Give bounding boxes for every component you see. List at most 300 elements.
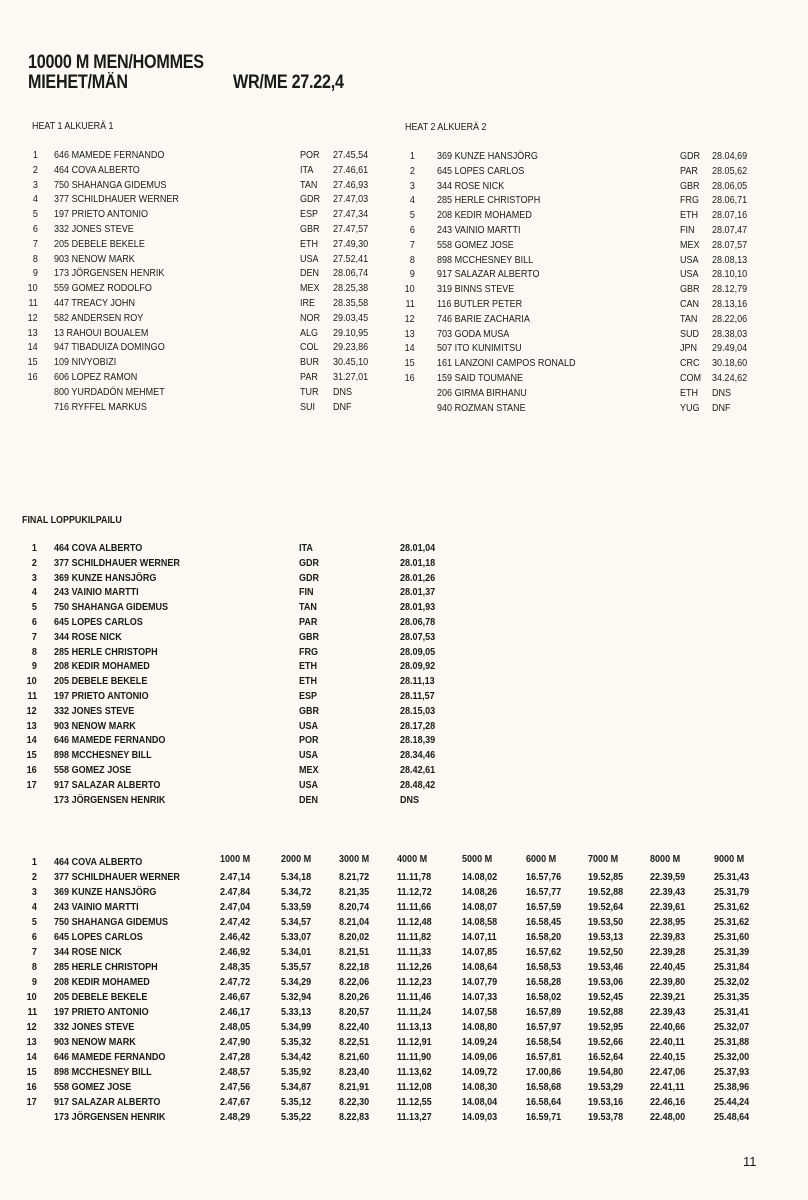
split-time: 25.31,43	[714, 871, 750, 883]
athlete-name: 205 DEBELE BEKELE	[54, 991, 148, 1003]
place-number: 7	[409, 238, 415, 251]
split-time: 14.09,72	[462, 1066, 498, 1078]
athlete-name: 703 GODA MUSA	[437, 327, 510, 340]
athlete-name: 109 NIVYOBIZI	[54, 356, 117, 369]
place-number: 13	[26, 719, 37, 732]
split-time: 16.52,64	[588, 1051, 624, 1063]
place-number: 5	[409, 209, 415, 222]
result-time: 28.07,16	[712, 209, 748, 222]
athlete-name: 746 BARIE ZACHARIA	[437, 312, 530, 325]
nation-code: GDR	[299, 571, 320, 584]
place-number: 9	[409, 268, 415, 281]
athlete-name: 285 HERLE CHRISTOPH	[54, 645, 158, 658]
athlete-name: 332 JONES STEVE	[54, 704, 135, 717]
split-time: 5.34,18	[281, 871, 312, 883]
table-row	[0, 600, 808, 615]
athlete-name: 197 PRIETO ANTONIO	[54, 690, 149, 702]
split-time: 19.53,13	[588, 931, 624, 943]
split-time: 11.12,08	[397, 1081, 432, 1093]
split-time: 8.21,35	[339, 886, 370, 898]
splits-row	[0, 900, 808, 915]
result-time: 28.11,57	[400, 690, 435, 702]
split-time: 11.11,90	[397, 1051, 432, 1063]
nation-code: USA	[300, 252, 319, 265]
athlete-name: 377 SCHILDHAUER WERNER	[54, 193, 179, 206]
place-number: 8	[409, 253, 415, 266]
split-time: 22.48,00	[650, 1111, 686, 1123]
result-time: 28.05,62	[712, 164, 748, 177]
place-number: 13	[404, 327, 415, 340]
result-time: 28.06,71	[712, 194, 748, 207]
table-row	[0, 164, 808, 179]
split-time: 22.39,61	[650, 901, 686, 913]
nation-code: GBR	[300, 223, 320, 235]
place-number: 17	[26, 1096, 37, 1108]
split-time: 11.12,91	[397, 1036, 432, 1048]
split-time: 16.59,71	[526, 1111, 562, 1123]
place-number: 8	[31, 961, 37, 973]
place-number: 2	[409, 164, 415, 177]
athlete-name: 206 GIRMA BIRHANU	[437, 386, 527, 399]
nation-code: USA	[680, 253, 699, 266]
split-time: 5.34,87	[281, 1081, 312, 1093]
split-column-header: 9000 M	[714, 853, 745, 865]
nation-code: GBR	[299, 704, 320, 717]
place-number: 15	[404, 357, 415, 370]
nation-code: USA	[680, 268, 699, 281]
split-time: 25.32,00	[714, 1051, 750, 1063]
athlete-name: 369 KUNZE HANSJÖRG	[437, 150, 538, 162]
place-number: 1	[409, 150, 415, 162]
table-row	[0, 630, 808, 645]
nation-code: TAN	[300, 178, 318, 191]
split-time: 2.47,28	[220, 1051, 251, 1063]
split-time: 16.57,76	[526, 871, 562, 883]
table-row	[0, 763, 808, 778]
split-time: 8.22,18	[339, 961, 370, 973]
athlete-name: 606 LOPEZ RAMON	[54, 371, 138, 383]
place-number: 10	[26, 991, 37, 1003]
split-time: 19.53,06	[588, 976, 624, 988]
result-time: 28.09,92	[400, 660, 436, 673]
athlete-name: 940 ROZMAN STANE	[437, 401, 526, 414]
splits-row	[0, 960, 808, 975]
split-time: 14.08,04	[462, 1096, 498, 1108]
athlete-name: 344 ROSE NICK	[54, 630, 122, 643]
split-time: 8.20,26	[339, 991, 370, 1003]
place-number: 9	[31, 976, 37, 988]
table-row	[0, 401, 808, 416]
split-time: 19.53,46	[588, 961, 624, 973]
split-time: 5.34,42	[281, 1051, 312, 1063]
split-time: 14.07,58	[462, 1006, 498, 1018]
split-time: 2.46,67	[220, 991, 251, 1003]
split-time: 14.07,79	[462, 976, 498, 988]
place-number: 7	[32, 237, 38, 250]
nation-code: ITA	[299, 542, 313, 554]
athlete-name: 750 SHAHANGA GIDEMUS	[54, 916, 169, 928]
place-number: 16	[27, 371, 38, 383]
table-row	[0, 179, 808, 194]
splits-row	[0, 1035, 808, 1050]
athlete-name: 161 LANZONI CAMPOS RONALD	[437, 357, 576, 370]
athlete-name: 464 COVA ALBERTO	[54, 542, 143, 554]
splits-row	[0, 1065, 808, 1080]
place-number: 4	[32, 193, 38, 206]
place-number: 4	[31, 901, 37, 913]
split-time: 19.52,95	[588, 1021, 624, 1033]
split-time: 11.11,78	[397, 871, 432, 883]
athlete-name: 243 VAINIO MARTTI	[54, 586, 139, 599]
split-time: 8.23,40	[339, 1066, 370, 1078]
split-time: 19.52,45	[588, 991, 624, 1003]
athlete-name: 645 LOPES CARLOS	[54, 931, 143, 943]
split-time: 16.58,45	[526, 916, 562, 928]
split-time: 2.48,57	[220, 1066, 251, 1078]
result-time: 27.52,41	[333, 252, 369, 265]
nation-code: BUR	[300, 356, 320, 369]
split-time: 25.38,96	[714, 1081, 750, 1093]
result-time: 28.07,53	[400, 630, 436, 643]
result-time: 28.08,13	[712, 253, 748, 266]
place-number: 7	[31, 946, 37, 958]
result-time: 28.25,38	[333, 282, 369, 295]
split-time: 19.53,78	[588, 1111, 624, 1123]
place-number: 2	[31, 556, 37, 569]
split-time: 8.21,72	[339, 871, 370, 883]
nation-code: POR	[299, 734, 319, 747]
table-row	[0, 267, 808, 282]
nation-code: JPN	[680, 342, 698, 355]
nation-code: ETH	[300, 237, 319, 250]
split-time: 14.08,30	[462, 1081, 498, 1093]
place-number: 10	[404, 283, 415, 296]
place-number: 11	[27, 690, 37, 702]
result-time: 28.09,05	[400, 645, 436, 658]
result-time: DNS	[400, 793, 420, 806]
split-time: 8.22,30	[339, 1096, 370, 1108]
result-time: DNS	[712, 386, 732, 399]
result-time: 29.03,45	[333, 311, 369, 324]
split-time: 5.34,99	[281, 1021, 312, 1033]
place-number: 9	[32, 267, 38, 280]
split-time: 5.34,57	[281, 916, 312, 928]
split-time: 8.22,83	[339, 1111, 370, 1123]
result-time: 28.22,06	[712, 312, 748, 325]
place-number: 6	[31, 931, 37, 943]
split-time: 22.47,06	[650, 1066, 686, 1078]
place-number: 16	[26, 1081, 37, 1093]
place-number: 9	[31, 660, 37, 673]
table-row	[0, 585, 808, 600]
athlete-name: 903 NENOW MARK	[54, 719, 136, 732]
athlete-name: 332 JONES STEVE	[54, 223, 134, 235]
split-time: 14.07,33	[462, 991, 498, 1003]
split-time: 19.52,64	[588, 901, 624, 913]
split-time: 25.31,84	[714, 961, 750, 973]
split-time: 14.08,64	[462, 961, 498, 973]
split-time: 22.40,66	[650, 1021, 686, 1033]
split-column-header: 7000 M	[588, 853, 619, 865]
table-row	[0, 748, 808, 763]
splits-row	[0, 1005, 808, 1020]
splits-row	[0, 1050, 808, 1065]
split-time: 16.57,77	[526, 886, 562, 898]
split-time: 16.57,59	[526, 901, 562, 913]
table-row	[0, 356, 808, 371]
splits-row	[0, 1110, 808, 1125]
split-time: 2.47,04	[220, 901, 251, 913]
result-time: 28.11,13	[400, 675, 435, 688]
athlete-name: 344 ROSE NICK	[54, 946, 122, 958]
nation-code: COM	[680, 372, 702, 384]
nation-code: PAR	[680, 164, 698, 177]
split-time: 5.35,32	[281, 1036, 312, 1048]
split-column-header: 1000 M	[220, 853, 251, 865]
split-time: 8.21,51	[339, 946, 370, 958]
table-row	[0, 615, 808, 630]
split-time: 22.40,45	[650, 961, 686, 973]
table-row	[0, 327, 808, 342]
split-time: 19.52,88	[588, 886, 624, 898]
nation-code: IRE	[300, 297, 316, 309]
athlete-name: 558 GOMEZ JOSE	[54, 764, 132, 776]
heat2-label: HEAT 2 ALKUERÄ 2	[405, 121, 487, 133]
place-number: 6	[409, 224, 415, 236]
athlete-name: 917 SALAZAR ALBERTO	[54, 1096, 161, 1108]
splits-row	[0, 1020, 808, 1035]
result-time: 28.13,16	[712, 298, 748, 310]
nation-code: COL	[300, 341, 319, 354]
result-time: 28.06,05	[712, 179, 748, 192]
split-column-header: 4000 M	[397, 853, 428, 865]
result-time: 31.27,01	[333, 371, 369, 383]
athlete-name: 173 JÖRGENSEN HENRIK	[54, 793, 166, 806]
athlete-name: 582 ANDERSEN ROY	[54, 311, 144, 324]
split-time: 8.22,06	[339, 976, 370, 988]
table-row	[0, 689, 808, 704]
result-time: 27.45,54	[333, 149, 369, 161]
nation-code: FRG	[680, 194, 700, 207]
result-time: 30.18,60	[712, 357, 748, 370]
place-number: 14	[27, 341, 38, 354]
split-time: 25.48,64	[714, 1111, 750, 1123]
place-number: 15	[26, 1066, 37, 1078]
place-number: 11	[405, 298, 415, 310]
athlete-name: 197 PRIETO ANTONIO	[54, 1006, 149, 1018]
splits-row	[0, 855, 808, 870]
nation-code: GDR	[680, 150, 701, 162]
split-time: 19.53,50	[588, 916, 624, 928]
nation-code: ETH	[680, 209, 699, 222]
place-number: 13	[26, 1036, 37, 1048]
split-time: 14.08,07	[462, 901, 498, 913]
split-time: 22.39,21	[650, 991, 686, 1003]
athlete-name: 917 SALAZAR ALBERTO	[437, 268, 540, 281]
split-time: 14.08,02	[462, 871, 498, 883]
place-number: 10	[26, 675, 37, 688]
nation-code: FRG	[299, 645, 319, 658]
nation-code: DEN	[299, 793, 319, 806]
athlete-name: 898 MCCHESNEY BILL	[54, 1066, 152, 1078]
table-row	[0, 386, 808, 401]
nation-code: FIN	[680, 224, 695, 236]
athlete-name: 645 LOPES CARLOS	[54, 616, 143, 628]
split-time: 16.57,62	[526, 946, 562, 958]
place-number: 6	[32, 223, 38, 235]
result-time: 28.07,47	[712, 224, 748, 236]
athlete-name: 447 TREACY JOHN	[54, 297, 135, 309]
split-time: 25.31,62	[714, 916, 750, 928]
split-time: 16.58,02	[526, 991, 562, 1003]
athlete-name: 645 LOPES CARLOS	[437, 164, 525, 177]
page-number: 11	[743, 1154, 757, 1169]
athlete-name: 319 BINNS STEVE	[437, 283, 515, 296]
result-time: 28.42,61	[400, 764, 436, 776]
table-row	[0, 733, 808, 748]
split-time: 2.47,56	[220, 1081, 251, 1093]
place-number: 10	[27, 282, 38, 295]
split-time: 22.40,11	[650, 1036, 685, 1048]
split-time: 14.07,11	[462, 931, 497, 943]
final-label: FINAL LOPPUKILPAILU	[22, 514, 122, 526]
nation-code: GDR	[300, 193, 321, 206]
result-time: 29.10,95	[333, 326, 369, 339]
result-time: 27.47,34	[333, 208, 369, 221]
split-time: 19.54,80	[588, 1066, 624, 1078]
split-time: 11.11,46	[397, 991, 432, 1003]
nation-code: MEX	[680, 238, 700, 251]
result-time: 34.24,62	[712, 372, 748, 384]
split-time: 8.22,40	[339, 1021, 370, 1033]
place-number: 15	[26, 749, 37, 762]
split-time: 5.32,94	[281, 991, 312, 1003]
result-time: DNF	[333, 400, 352, 413]
table-row	[0, 297, 808, 312]
result-time: 28.06,78	[400, 616, 436, 628]
split-time: 14.08,58	[462, 916, 498, 928]
splits-row	[0, 1095, 808, 1110]
place-number: 14	[404, 342, 415, 355]
split-time: 8.20,57	[339, 1006, 370, 1018]
split-time: 19.53,29	[588, 1081, 624, 1093]
place-number: 8	[31, 645, 37, 658]
place-number: 16	[26, 764, 37, 776]
table-row	[0, 793, 808, 808]
place-number: 16	[404, 372, 415, 384]
split-time: 22.39,80	[650, 976, 686, 988]
athlete-name: 332 JONES STEVE	[54, 1021, 135, 1033]
nation-code: SUD	[680, 327, 700, 340]
place-number: 5	[31, 601, 37, 614]
world-record: WR/ME 27.22,4	[233, 72, 344, 93]
split-time: 2.47,72	[220, 976, 251, 988]
split-column-header: 2000 M	[281, 853, 312, 865]
split-time: 11.11,33	[397, 946, 432, 958]
split-time: 19.52,85	[588, 871, 624, 883]
split-time: 5.33,13	[281, 1006, 312, 1018]
athlete-name: 750 SHAHANGA GIDEMUS	[54, 601, 169, 614]
split-time: 22.40,15	[650, 1051, 686, 1063]
table-row	[0, 341, 808, 356]
split-time: 22.39,43	[650, 886, 686, 898]
split-time: 16.58,28	[526, 976, 562, 988]
place-number: 7	[31, 630, 37, 643]
result-time: 28.07,57	[712, 238, 748, 251]
split-time: 22.39,43	[650, 1006, 686, 1018]
athlete-name: 898 MCCHESNEY BILL	[437, 253, 534, 266]
split-time: 2.47,90	[220, 1036, 251, 1048]
nation-code: PAR	[300, 371, 318, 383]
nation-code: PAR	[299, 616, 318, 628]
split-time: 8.21,60	[339, 1051, 370, 1063]
split-time: 11.12,23	[397, 976, 432, 988]
split-time: 25.31,88	[714, 1036, 750, 1048]
result-time: 29.49,04	[712, 342, 748, 355]
result-time: 28.48,42	[400, 778, 436, 791]
split-time: 22.39,28	[650, 946, 686, 958]
place-number: 2	[32, 163, 38, 176]
place-number: 1	[32, 149, 38, 161]
athlete-name: 369 KUNZE HANSJÖRG	[54, 571, 157, 584]
place-number: 14	[26, 1051, 37, 1063]
split-time: 2.48,35	[220, 961, 251, 973]
split-time: 11.11,82	[397, 931, 432, 943]
athlete-name: 173 JÖRGENSEN HENRIK	[54, 1111, 166, 1123]
split-time: 11.12,72	[397, 886, 432, 898]
split-time: 14.09,03	[462, 1111, 498, 1123]
split-time: 5.34,72	[281, 886, 312, 898]
table-row	[0, 253, 808, 268]
place-number: 12	[27, 311, 38, 324]
athlete-name: 646 MAMEDE FERNANDO	[54, 1051, 166, 1063]
split-time: 25.31,39	[714, 946, 750, 958]
event-subtitle: MIEHET/MÄN	[28, 72, 128, 93]
nation-code: YUG	[680, 401, 700, 414]
athlete-name: 197 PRIETO ANTONIO	[54, 208, 149, 221]
split-time: 25.31,41	[714, 1006, 750, 1018]
place-number: 3	[32, 178, 38, 191]
nation-code: MEX	[300, 282, 320, 295]
athlete-name: 173 JÖRGENSEN HENRIK	[54, 267, 165, 280]
athlete-name: 369 KUNZE HANSJÖRG	[54, 886, 157, 898]
split-time: 11.12,55	[397, 1096, 432, 1108]
table-row	[0, 223, 808, 238]
result-time: 27.46,61	[333, 163, 369, 176]
table-row	[0, 193, 808, 208]
split-time: 8.20,74	[339, 901, 370, 913]
athlete-name: 750 SHAHANGA GIDEMUS	[54, 178, 167, 191]
split-column-header: 6000 M	[526, 853, 557, 865]
table-row	[0, 659, 808, 674]
athlete-name: 464 COVA ALBERTO	[54, 856, 143, 868]
place-number: 15	[27, 356, 38, 369]
place-number: 8	[32, 252, 38, 265]
split-time: 5.34,01	[281, 946, 312, 958]
nation-code: ETH	[680, 386, 699, 399]
place-number: 2	[31, 871, 37, 883]
split-time: 5.35,57	[281, 961, 312, 973]
split-column-header: 8000 M	[650, 853, 681, 865]
split-time: 5.35,12	[281, 1096, 312, 1108]
place-number: 5	[31, 916, 37, 928]
table-row	[0, 312, 808, 327]
result-time: 28.01,18	[400, 556, 436, 569]
nation-code: GBR	[680, 179, 700, 192]
nation-code: ITA	[300, 163, 314, 176]
result-time: 28.34,46	[400, 749, 436, 762]
split-time: 11.13,13	[397, 1021, 432, 1033]
